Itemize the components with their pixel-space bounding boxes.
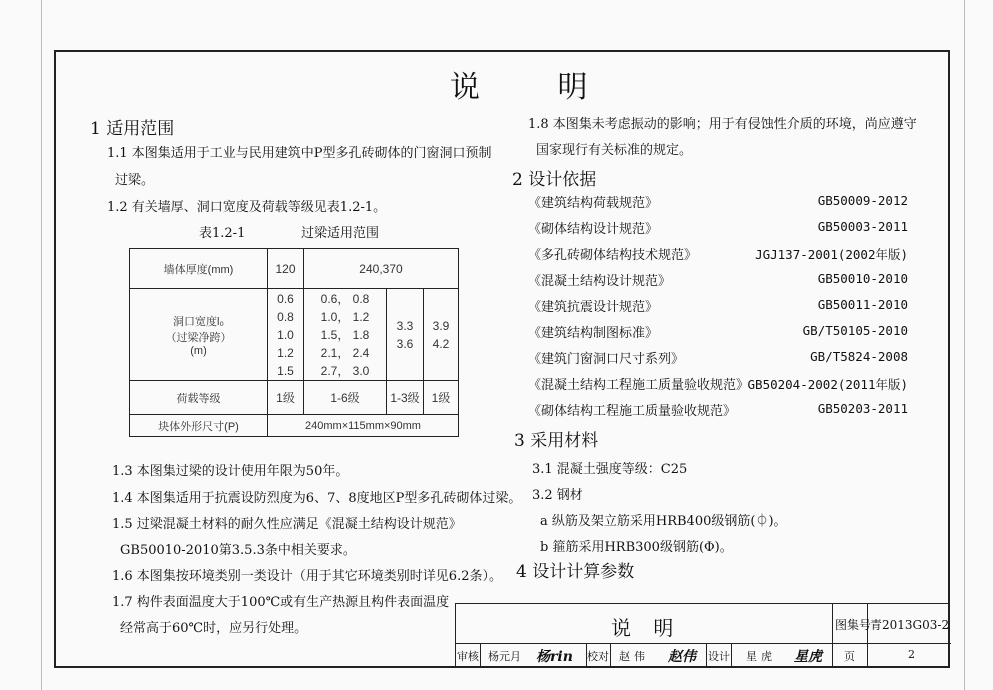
value: 1.0， 1.2 [320, 309, 370, 324]
reference-name: 《砌体结构设计规范》 [528, 222, 659, 237]
divider [867, 604, 868, 666]
value: 1.2 [277, 345, 294, 360]
para-1-1-line1: 1.1 本图集适用于工业与民用建筑中P型多孔砖砌体的门窗洞口预制 [107, 146, 492, 161]
table-cell [304, 289, 387, 381]
reference-name: 《建筑门窗洞口尺寸系列》 [528, 352, 685, 367]
reference-name: 《混凝土结构工程施工质量验收规范》 [528, 378, 750, 393]
table-cell: 1级 [424, 381, 459, 415]
reference-code: GB50204-2002(2011年版) [747, 377, 908, 392]
table-row-load-grade-label: 荷载等级 [130, 381, 268, 415]
title-block [455, 603, 950, 668]
table-cell: 240,370 [304, 249, 459, 289]
table-title: 过梁适用范围 [301, 226, 380, 241]
value: 2.7， 3.0 [320, 363, 370, 378]
para-3-1: 3.1 混凝土强度等级：C25 [532, 462, 688, 477]
designer-signature: 星虎 [794, 649, 822, 665]
label-line: (m) [190, 344, 207, 357]
review-label: 审核 [457, 650, 479, 663]
divider [832, 604, 833, 666]
table-cell [268, 289, 304, 381]
reference-name: 《建筑抗震设计规范》 [528, 300, 659, 315]
table-cell [424, 289, 459, 381]
table-cell: 1级 [268, 381, 304, 415]
divider [480, 643, 481, 666]
value: 1.5， 1.8 [320, 327, 370, 342]
page-edge-right [964, 0, 965, 690]
design-label: 设计 [708, 650, 730, 663]
reference-name: 《建筑结构荷载规范》 [528, 196, 659, 211]
checker-signature: 赵伟 [668, 649, 696, 665]
reference-code: GB50011-2010 [817, 297, 908, 312]
reference-code: GB50009-2012 [817, 193, 908, 208]
table-row-block-size-label: 块体外形尺寸(P) [130, 415, 268, 437]
para-1-6: 1.6 本图集按环境类别一类设计（用于其它环境类别时详见6.2条）。 [112, 569, 502, 584]
divider [610, 643, 611, 666]
para-1-2: 1.2 有关墙厚、洞口宽度及荷载等级见表1.2-1。 [107, 200, 387, 215]
para-1-3: 1.3 本图集过梁的设计使用年限为50年。 [112, 464, 349, 479]
reference-code: GB50203-2011 [817, 401, 908, 416]
para-3-2-a: a 纵筋及架立筋采用HRB400级钢筋(⏀)。 [540, 514, 787, 529]
reference-name: 《混凝土结构设计规范》 [528, 274, 672, 289]
reviewer-name: 杨元月 [488, 650, 521, 663]
para-1-5-line1: 1.5 过梁混凝土材料的耐久性应满足《混凝土结构设计规范》 [112, 517, 462, 532]
reference-code: GB50003-2011 [817, 219, 908, 234]
page-number: 2 [908, 648, 915, 661]
para-1-8-line1: 1.8 本图集未考虑振动的影响；用于有侵蚀性介质的环境，尚应遵守 [528, 117, 917, 132]
para-1-7-line1: 1.7 构件表面温度大于100℃或有生产热源且构件表面温度 [112, 595, 450, 610]
table-cell: 240mm×115mm×90mm [268, 415, 459, 437]
para-1-7-line2: 经常高于60℃时，应另行处理。 [120, 621, 308, 636]
table-row-opening-width-label [130, 289, 268, 381]
para-3-2-b: b 箍筋采用HRB300级钢筋(Φ)。 [540, 540, 733, 555]
section-3-heading: 3 采用材料 [514, 431, 599, 451]
label-line: 洞口宽度l₀ [172, 315, 224, 328]
atlas-number: 青2013G03-2 [870, 618, 950, 632]
divider [456, 643, 951, 644]
value: 0.8 [277, 309, 294, 324]
value: 1.5 [277, 363, 294, 378]
table-cell: 1-6级 [304, 381, 387, 415]
table-cell: 120 [268, 249, 304, 289]
designer-name: 星虎 [746, 650, 776, 663]
divider [731, 643, 732, 666]
label-line: （过梁净跨） [165, 331, 232, 344]
reference-name: 《建筑结构制图标准》 [528, 326, 659, 341]
para-1-5-line2: GB50010-2010第3.5.3条中相关要求。 [120, 543, 356, 558]
table-cell [387, 289, 424, 381]
divider [706, 643, 707, 666]
section-2-heading: 2 设计依据 [512, 170, 597, 190]
value: 0.6 [277, 291, 294, 306]
reference-code: GB/T50105-2010 [802, 323, 908, 338]
para-3-2: 3.2 钢材 [532, 488, 583, 503]
reviewer-signature: 杨rin [536, 649, 573, 665]
page-edge-left [41, 0, 42, 690]
value: 3.9 [432, 318, 450, 333]
value: 1.0 [277, 327, 294, 342]
section-4-heading: 4 设计计算参数 [516, 562, 635, 582]
scope-table [129, 248, 459, 437]
para-1-1-line2: 过梁。 [115, 173, 155, 188]
reference-code: GB/T5824-2008 [810, 349, 908, 364]
atlas-label: 图集号 [835, 618, 872, 632]
value: 0.6， 0.8 [320, 291, 370, 306]
table-row-wall-thickness-label: 墙体厚度(mm) [130, 249, 268, 289]
table-cell: 1-3级 [387, 381, 424, 415]
reference-name: 《多孔砖砌体结构技术规范》 [528, 248, 698, 263]
page-label: 页 [844, 650, 855, 663]
para-1-4: 1.4 本图集适用于抗震设防烈度为6、7、8度地区P型多孔砖砌体过梁。 [112, 491, 522, 506]
check-label: 校对 [587, 650, 609, 663]
reference-code: JGJ137-2001(2002年版) [755, 247, 908, 262]
table-caption: 表1.2-1 [199, 226, 246, 241]
reference-name: 《砌体结构工程施工质量验收规范》 [528, 404, 737, 419]
reference-code: GB50010-2010 [817, 271, 908, 286]
value: 3.3 [396, 318, 414, 333]
value: 3.6 [396, 336, 414, 351]
para-1-8-line2: 国家现行有关标准的规定。 [536, 143, 693, 158]
checker-name: 赵伟 [619, 650, 649, 663]
value: 4.2 [432, 336, 450, 351]
value: 2.1， 2.4 [320, 345, 370, 360]
section-1-heading: 1 适用范围 [90, 119, 175, 139]
drawing-name: 说 明 [611, 616, 682, 640]
page-title: 说 明 [450, 70, 622, 105]
